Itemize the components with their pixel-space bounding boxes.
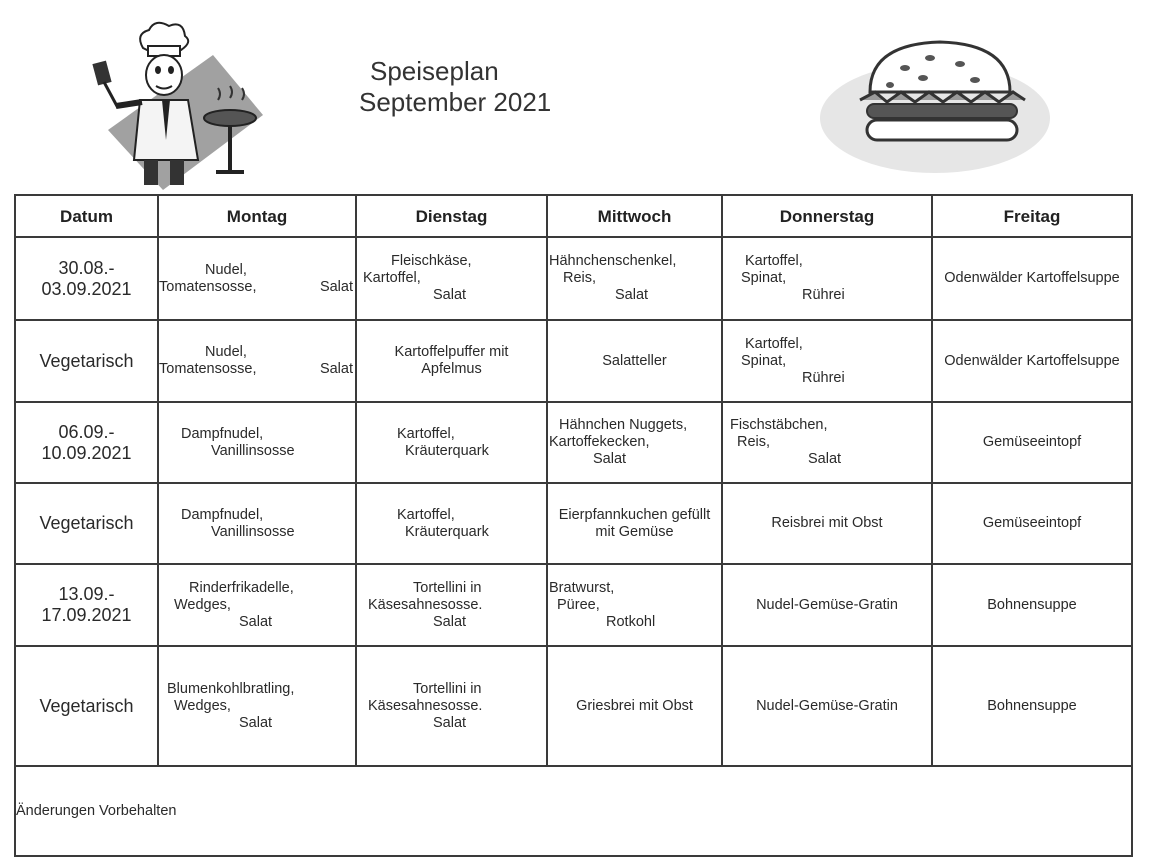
meal-cell-tuesday: Tortellini in Käsesahnesosse. Salat xyxy=(356,564,547,646)
meal-cell-tuesday: Fleischkäse, Kartoffel, Salat xyxy=(356,237,547,320)
header-row xyxy=(15,195,1132,237)
menu-table xyxy=(14,194,1133,857)
burger-icon xyxy=(805,30,1055,180)
column-header-mittwoch: Mittwoch xyxy=(547,195,722,237)
meal-cell-wednesday: Hähnchenschenkel, Reis, Salat xyxy=(547,237,722,320)
meal-cell-friday: Odenwälder Kartoffelsuppe xyxy=(932,320,1132,402)
table-row xyxy=(15,402,1132,483)
meal-cell-friday: Gemüseeintopf xyxy=(932,402,1132,483)
meal-cell-monday: Rinderfrikadelle, Wedges, Salat xyxy=(158,564,356,646)
meal-cell-tuesday: Tortellini in Käsesahnesosse. Salat xyxy=(356,646,547,766)
meal-cell-monday: Dampfnudel, Vanillinsosse xyxy=(158,402,356,483)
column-header-dienstag: Dienstag xyxy=(356,195,547,237)
meal-cell-wednesday: Hähnchen Nuggets, Kartoffekecken, Salat xyxy=(547,402,722,483)
footer-row xyxy=(15,766,1132,856)
meal-cell-thursday: Kartoffel, Spinat, Rührei xyxy=(722,320,932,402)
column-header-donnerstag: Donnerstag xyxy=(722,195,932,237)
meal-cell-thursday: Kartoffel, Spinat, Rührei xyxy=(722,237,932,320)
date-cell: Vegetarisch xyxy=(15,483,158,564)
meal-cell-thursday: Fischstäbchen, Reis, Salat xyxy=(722,402,932,483)
meal-cell-monday: Nudel, Tomatensosse, Salat xyxy=(158,237,356,320)
meal-cell-monday: Blumenkohlbratling, Wedges, Salat xyxy=(158,646,356,766)
meal-cell-friday: Gemüseeintopf xyxy=(932,483,1132,564)
chef-grill-icon xyxy=(88,20,278,192)
date-cell: 06.09.- 10.09.2021 xyxy=(15,402,158,483)
table-row xyxy=(15,564,1132,646)
meal-cell-wednesday: Griesbrei mit Obst xyxy=(547,646,722,766)
table-row xyxy=(15,237,1132,320)
meal-cell-friday: Odenwälder Kartoffelsuppe xyxy=(932,237,1132,320)
title-line-2: September 2021 xyxy=(359,87,552,117)
meal-cell-wednesday: Salatteller xyxy=(547,320,722,402)
date-cell: Vegetarisch xyxy=(15,320,158,402)
page-title xyxy=(350,56,590,118)
date-cell: 30.08.- 03.09.2021 xyxy=(15,237,158,320)
date-cell: 13.09.- 17.09.2021 xyxy=(15,564,158,646)
meal-cell-tuesday: Kartoffel, Kräuterquark xyxy=(356,402,547,483)
meal-cell-thursday: Nudel-Gemüse-Gratin xyxy=(722,646,932,766)
meal-cell-friday: Bohnensuppe xyxy=(932,646,1132,766)
column-header-freitag: Freitag xyxy=(932,195,1132,237)
meal-cell-thursday: Reisbrei mit Obst xyxy=(722,483,932,564)
column-header-datum: Datum xyxy=(15,195,158,237)
column-header-montag: Montag xyxy=(158,195,356,237)
date-cell: Vegetarisch xyxy=(15,646,158,766)
table-row xyxy=(15,320,1132,402)
meal-cell-wednesday: Eierpfannkuchen gefüllt mit Gemüse xyxy=(547,483,722,564)
meal-cell-tuesday: Kartoffelpuffer mit Apfelmus xyxy=(356,320,547,402)
meal-cell-tuesday: Kartoffel, Kräuterquark xyxy=(356,483,547,564)
meal-cell-wednesday: Bratwurst, Püree, Rotkohl xyxy=(547,564,722,646)
title-line-1: Speiseplan xyxy=(370,56,499,86)
meal-cell-friday: Bohnensuppe xyxy=(932,564,1132,646)
meal-cell-monday: Dampfnudel, Vanillinsosse xyxy=(158,483,356,564)
table-row xyxy=(15,646,1132,766)
meal-cell-thursday: Nudel-Gemüse-Gratin xyxy=(722,564,932,646)
meal-cell-monday: Nudel, Tomatensosse, Salat xyxy=(158,320,356,402)
footer-note: Änderungen Vorbehalten xyxy=(15,766,1132,856)
table-row xyxy=(15,483,1132,564)
